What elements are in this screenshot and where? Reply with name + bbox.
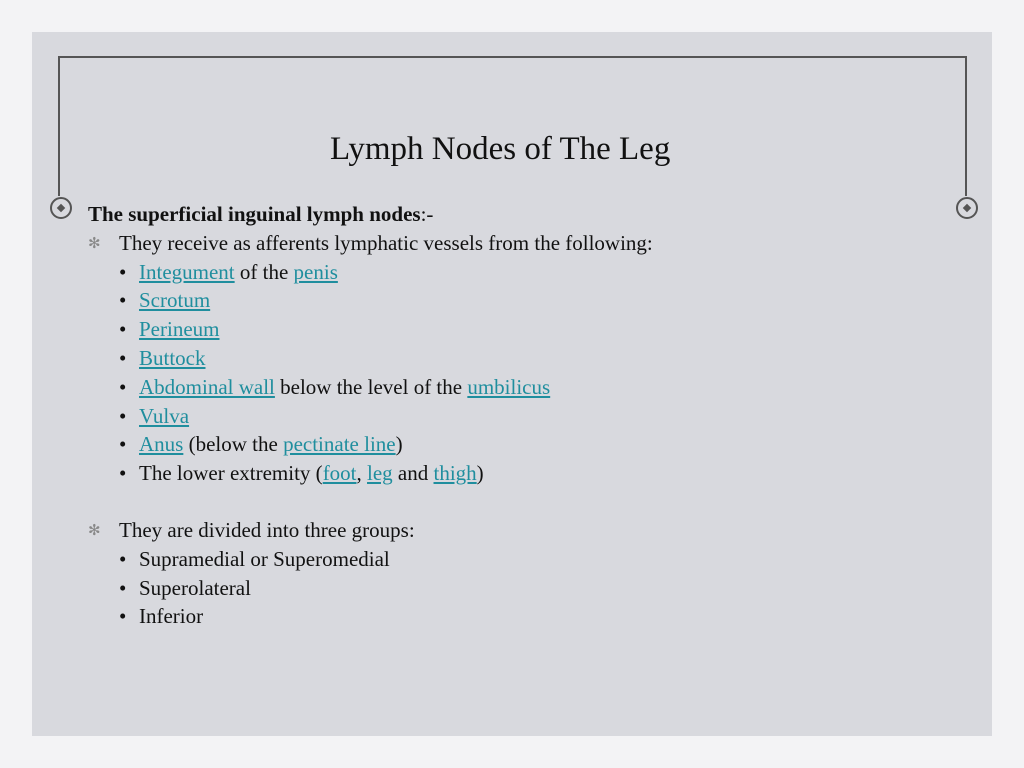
bullet-icon: • <box>119 432 127 457</box>
afferents-text: They receive as afferents lymphatic vessels from the following: <box>119 230 653 255</box>
slide-content <box>88 200 948 631</box>
list-item <box>119 344 948 373</box>
star-bullet-icon: ✻ <box>88 233 101 252</box>
item-text: below the level of the <box>274 374 468 399</box>
term-link[interactable]: penis <box>293 259 338 284</box>
term-link[interactable]: umbilicus <box>467 374 551 399</box>
term-link[interactable]: Perineum <box>139 317 220 342</box>
list-item <box>119 574 948 603</box>
item-text: ) <box>395 432 403 457</box>
frame-right-line <box>965 56 967 196</box>
groups-text: They are divided into three groups: <box>119 517 415 542</box>
item-text: (below the <box>183 432 284 457</box>
list-item <box>119 602 948 631</box>
item-text: Superolateral <box>139 575 251 600</box>
item-text: Supramedial or Superomedial <box>139 546 390 571</box>
bullet-icon: • <box>119 259 127 284</box>
term-link[interactable]: leg <box>367 461 393 486</box>
bullet-icon: • <box>119 374 127 399</box>
list-item <box>119 430 948 459</box>
star-bullet-icon: ✻ <box>88 520 101 539</box>
item-text: and <box>392 461 434 486</box>
list-item <box>119 373 948 402</box>
list-item <box>119 286 948 315</box>
list-item <box>119 459 948 488</box>
list-item <box>119 402 948 431</box>
left-ornament-icon <box>50 197 72 219</box>
item-text: The lower extremity ( <box>139 461 323 486</box>
slide-title: Lymph Nodes of The Leg <box>330 131 671 167</box>
item-text: , <box>356 461 368 486</box>
frame-left-line <box>58 56 60 196</box>
term-link[interactable]: Buttock <box>139 345 206 370</box>
section-afferents <box>88 229 948 258</box>
section-groups <box>88 516 948 545</box>
bullet-icon: • <box>119 546 127 571</box>
section-heading <box>88 200 948 229</box>
term-link[interactable]: pectinate line <box>283 432 396 457</box>
right-ornament-icon <box>956 197 978 219</box>
groups-list <box>88 545 948 631</box>
item-text: Inferior <box>139 604 204 629</box>
bullet-icon: • <box>119 604 127 629</box>
list-item <box>119 545 948 574</box>
list-item <box>119 258 948 287</box>
heading-bold-text: The superficial inguinal lymph nodes <box>88 202 421 226</box>
term-link[interactable]: Scrotum <box>139 288 211 313</box>
term-link[interactable]: Integument <box>139 259 235 284</box>
term-link[interactable]: Vulva <box>139 403 190 428</box>
item-text: ) <box>476 461 484 486</box>
bullet-icon: • <box>119 461 127 486</box>
bullet-icon: • <box>119 288 127 313</box>
afferents-list <box>88 258 948 488</box>
bullet-icon: • <box>119 403 127 428</box>
term-link[interactable]: Anus <box>139 432 184 457</box>
term-link[interactable]: Abdominal wall <box>139 374 275 399</box>
term-link[interactable]: foot <box>322 461 357 486</box>
term-link[interactable]: thigh <box>433 461 477 486</box>
bullet-icon: • <box>119 345 127 370</box>
list-item <box>119 315 948 344</box>
bullet-icon: • <box>119 575 127 600</box>
heading-rest-text: :- <box>420 202 434 226</box>
item-text: of the <box>234 259 294 284</box>
frame-top-line <box>58 56 967 58</box>
bullet-icon: • <box>119 317 127 342</box>
